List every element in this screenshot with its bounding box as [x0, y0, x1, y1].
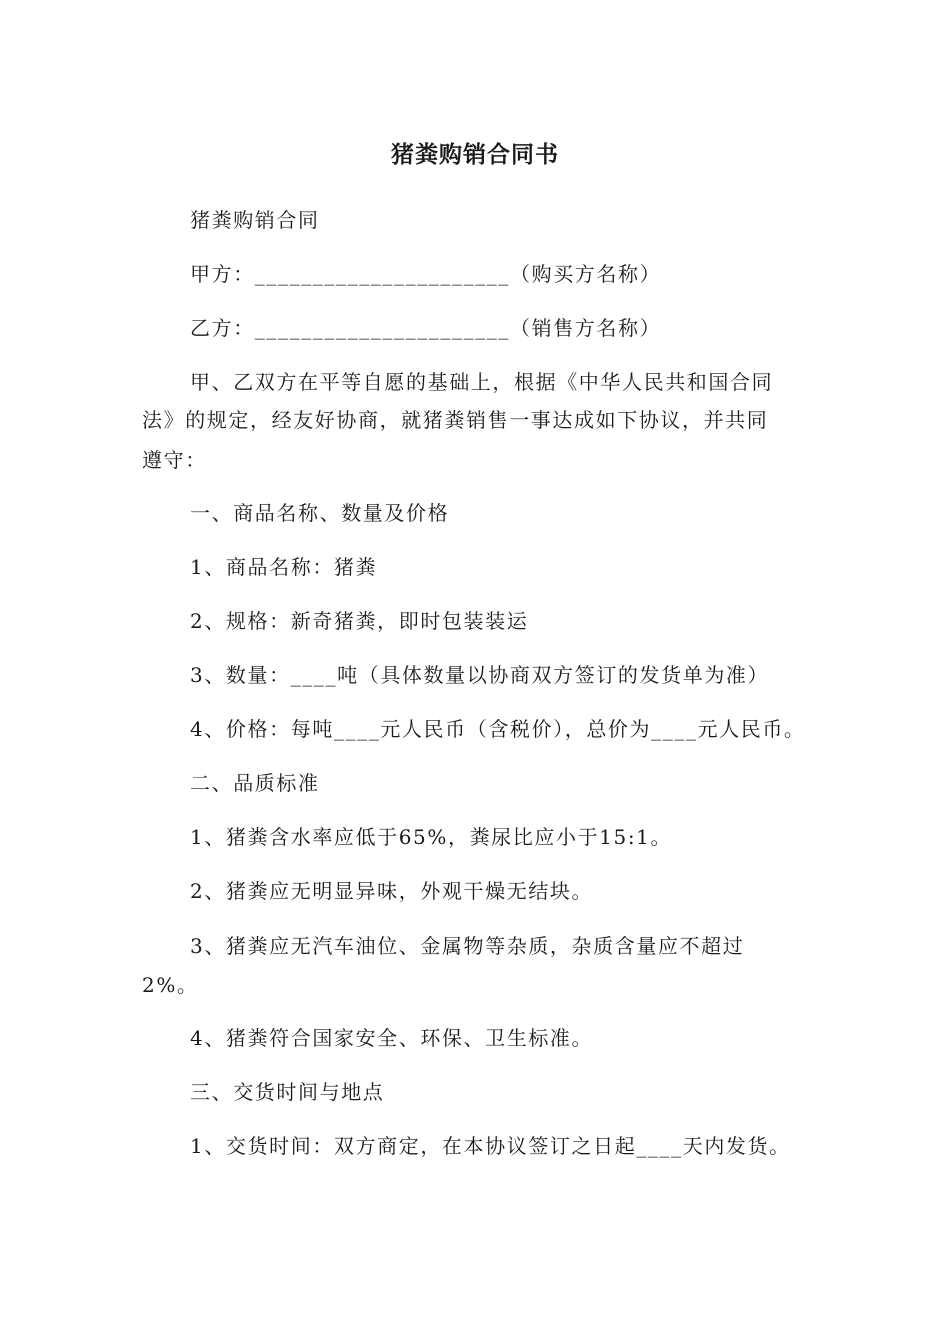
section-3-heading: 三、交货时间与地点 [190, 1080, 385, 1104]
section-3-item-1: 1、交货时间：双方商定，在本协议签订之日起____天内发货。 [190, 1134, 791, 1158]
section-2-heading: 二、品质标准 [190, 771, 320, 795]
section-2-item-4: 4、猪粪符合国家安全、环保、卫生标准。 [190, 1026, 594, 1050]
section-2-item-3-line-2: 2%。 [142, 973, 199, 997]
preamble-line-1: 甲、乙双方在平等自愿的基础上，根据《中华人民共和国合同 [190, 370, 774, 394]
section-1-item: 1、商品名称：猪粪 [190, 555, 378, 579]
document-title: 猪粪购销合同书 [391, 142, 559, 168]
section-1-item: 4、价格：每吨____元人民币（含税价），总价为____元人民币。 [190, 717, 806, 741]
section-2-item-2: 2、猪粪应无明显异味，外观干燥无结块。 [190, 879, 594, 903]
party-b-line: 乙方：______________________（销售方名称） [190, 316, 662, 340]
section-2-item-3-line-1: 3、猪粪应无汽车油位、金属物等杂质，杂质含量应不超过 [190, 934, 745, 958]
preamble-line-3: 遵守： [142, 448, 207, 472]
section-1-item: 2、规格：新奇猪粪，即时包装装运 [190, 609, 529, 633]
section-1-heading: 一、商品名称、数量及价格 [190, 501, 450, 525]
section-1-item: 3、数量：____吨（具体数量以协商双方签订的发货单为准） [190, 663, 770, 687]
preamble-line-2: 法》的规定，经友好协商，就猪粪销售一事达成如下协议，并共同 [142, 408, 769, 432]
section-2-item-1: 1、猪粪含水率应低于65%，粪尿比应小于15:1。 [190, 825, 673, 849]
contract-subtitle: 猪粪购销合同 [190, 208, 320, 232]
party-a-line: 甲方：______________________（购买方名称） [190, 262, 662, 286]
